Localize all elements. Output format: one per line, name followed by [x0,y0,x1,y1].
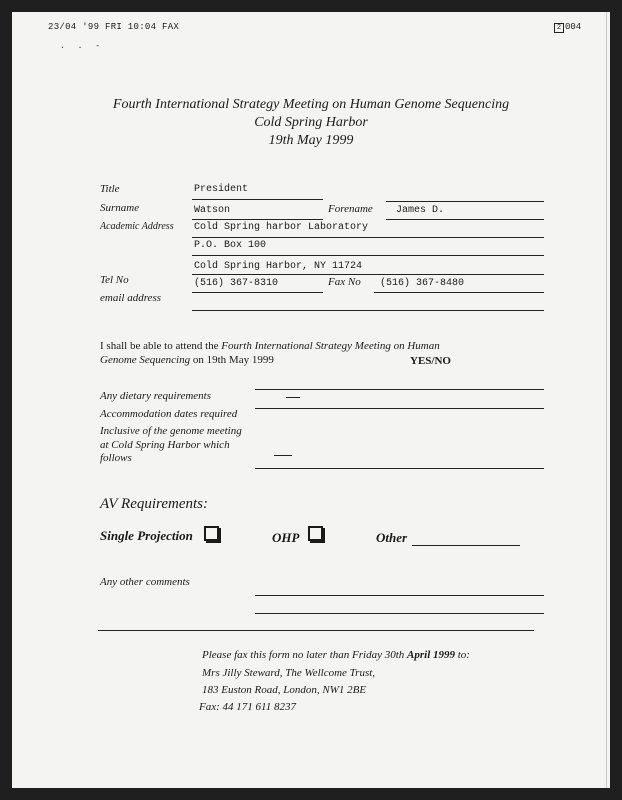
footer-text-1a: Please fax this form no later than Friday 30th [202,649,408,661]
single-projection-label: Single Projection [100,528,193,543]
meeting-location: Cold Spring Harbor [254,115,368,130]
attendance-statement-line-2 [100,354,274,366]
email-label: email address [100,292,162,304]
av-requirements-heading: AV Requirements: [100,496,208,512]
inclusive-label-line-3: follows [100,452,132,464]
fax-page-number [554,22,581,33]
attend-text-1a: I shall be able to attend the [100,340,222,352]
surname-underline [192,219,323,220]
surname-label: Surname [100,202,140,214]
fax-header-stamp: 23/04 '99 FRI 10:04 FAX [48,22,180,32]
attend-text-2a: Genome Sequencing [100,354,191,366]
attend-text-1b: Fourth International Strategy Meeting on Human [221,340,440,352]
comments-line-2[interactable] [255,613,544,614]
title-value[interactable]: President [194,184,249,195]
page-number-icon: 2 [554,23,564,33]
fax-label: Fax No [328,276,361,288]
address-line-3[interactable]: Cold Spring Harbor, NY 11724 [194,261,363,272]
other-underline[interactable] [412,545,520,546]
footer-address: 183 Euston Road, London, NW1 2BE [202,684,367,696]
footer-fax-number: Fax: 44 171 611 8237 [199,701,296,713]
forename-underline [386,219,544,220]
footer-text-1c: to: [455,649,470,661]
comments-label: Any other comments [100,576,190,588]
attend-text-2b: on 19th May 1999 [190,354,274,366]
attendance-statement-line-1 [100,340,440,352]
address-line-2-underline [192,255,544,256]
comments-line-1[interactable] [255,595,544,596]
footer-text-1b: April 1999 [407,649,455,661]
comments-line-3[interactable] [98,630,534,631]
inclusive-underline[interactable] [255,468,544,469]
ohp-label: OHP [272,530,300,545]
tel-underline [192,292,323,293]
other-label: Other [376,530,408,545]
title-underline-right [386,201,544,202]
title-label: Title [100,183,120,195]
fax-page [12,12,610,788]
tel-value[interactable]: (516) 367-8310 [194,278,279,289]
fax-underline [374,292,544,293]
page-edge-line [606,12,607,788]
page-number-value: 004 [565,22,582,32]
single-projection-checkbox[interactable] [204,526,219,541]
meeting-date: 19th May 1999 [268,133,354,148]
dietary-top-line [255,389,544,390]
tel-label: Tel No [100,274,129,286]
address-line-3-underline [192,274,544,275]
inclusive-dash [274,455,292,456]
academic-address-label: Academic Address [100,221,174,232]
dietary-dash [286,397,300,398]
fax-noise-marks: . . - [60,42,105,51]
yes-no-option[interactable]: YES/NO [410,355,451,367]
footer-instruction [202,649,470,661]
accommodation-label: Accommodation dates required [100,408,238,420]
fax-value[interactable]: (516) 367-8480 [380,278,465,289]
ohp-checkbox[interactable] [308,526,323,541]
address-line-1-underline [192,237,544,238]
title-underline [192,199,323,200]
inclusive-label-line-1: Inclusive of the genome meeting [100,425,242,437]
address-line-1[interactable]: Cold Spring harbor Laboratory [194,222,369,233]
meeting-title: Fourth International Strategy Meeting on Human Genome Sequencing [112,97,510,112]
footer-recipient: Mrs Jilly Steward, The Wellcome Trust, [202,667,376,679]
dietary-label: Any dietary requirements [100,390,211,402]
inclusive-label-line-2: at Cold Spring Harbor which [100,439,230,451]
forename-label: Forename [328,203,373,215]
surname-value[interactable]: Watson [194,205,231,216]
address-line-2[interactable]: P.O. Box 100 [194,240,267,251]
forename-value[interactable]: James D. [396,205,445,216]
email-underline[interactable] [192,310,544,311]
dietary-underline[interactable] [255,408,544,409]
